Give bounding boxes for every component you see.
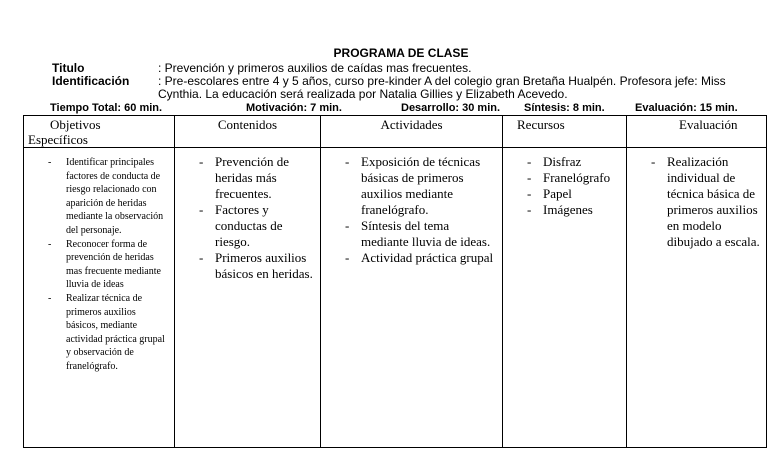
list-item: - Factores y conductas de riesgo. bbox=[215, 202, 316, 250]
time-sintesis: Síntesis: 8 min. bbox=[524, 102, 605, 114]
cell-contenidos bbox=[175, 148, 321, 448]
cell-objetivos bbox=[24, 148, 175, 448]
header-objetivos: Objetivos Específicos bbox=[24, 116, 175, 148]
document-title: PROGRAMA DE CLASE bbox=[333, 46, 469, 60]
header-actividades: Actividades bbox=[321, 116, 503, 148]
list-item: - Realizar técnica de primeros auxilios básicos, mediante actividad práctica grupal y observación de franelógrafo. bbox=[66, 292, 170, 374]
table-body-row bbox=[24, 148, 767, 448]
table-header-row bbox=[24, 116, 767, 148]
titulo-value: : Prevención y primeros auxilios de caídas mas frecuentes. bbox=[158, 61, 472, 75]
time-motivacion: Motivación: 7 min. bbox=[246, 102, 342, 114]
cell-recursos bbox=[503, 148, 627, 448]
identificacion-row bbox=[0, 75, 780, 101]
time-desarrollo: Desarrollo: 30 min. bbox=[401, 102, 501, 114]
list-item: - Actividad práctica grupal bbox=[361, 250, 498, 266]
class-program-table bbox=[23, 115, 767, 448]
list-item: - Reconocer forma de prevención de heridas mas frecuente mediante lluvia de ideas bbox=[66, 238, 170, 292]
list-item: - Primeros auxilios básicos en heridas. bbox=[215, 250, 316, 282]
list-item: - Papel bbox=[543, 186, 622, 202]
list-item: - Síntesis del tema mediante lluvia de ideas. bbox=[361, 218, 498, 250]
list-item: - Identificar principales factores de conducta de riesgo relacionado con aparición de heridas mediante la observación del personaje. bbox=[66, 156, 170, 238]
header-contenidos: Contenidos bbox=[175, 116, 321, 148]
cell-actividades bbox=[321, 148, 503, 448]
list-item: - Franelógrafo bbox=[543, 170, 622, 186]
titulo-label: Titulo bbox=[52, 61, 85, 75]
identificacion-line-2: Cynthia. La educación será realizada por Natalia Gillies y Elizabeth Acevedo. bbox=[158, 87, 568, 101]
time-total: Tiempo Total: 60 min. bbox=[50, 102, 163, 114]
cell-evaluacion bbox=[627, 148, 767, 448]
time-distribution bbox=[50, 102, 740, 115]
time-evaluacion: Evaluación: 15 min. bbox=[635, 102, 738, 114]
list-item: - Prevención de heridas más frecuentes. bbox=[215, 154, 316, 202]
list-item: - Exposición de técnicas básicas de primeros auxilios mediante franelógrafo. bbox=[361, 154, 498, 218]
identificacion-value bbox=[158, 75, 748, 101]
list-item: - Disfraz bbox=[543, 154, 622, 170]
header-evaluacion: Evaluación bbox=[627, 116, 767, 148]
identificacion-line-1: : Pre-escolares entre 4 y 5 años, curso pre-kinder A del colegio gran Bretaña Hualpén. Profesora jefe: Miss bbox=[158, 74, 726, 88]
list-item: - Realización individual de técnica básica de primeros auxilios en modelo dibujado a escala. bbox=[667, 154, 762, 250]
list-item: - Imágenes bbox=[543, 202, 622, 218]
header-recursos: Recursos bbox=[503, 116, 627, 148]
identificacion-label: Identificación bbox=[52, 74, 130, 88]
